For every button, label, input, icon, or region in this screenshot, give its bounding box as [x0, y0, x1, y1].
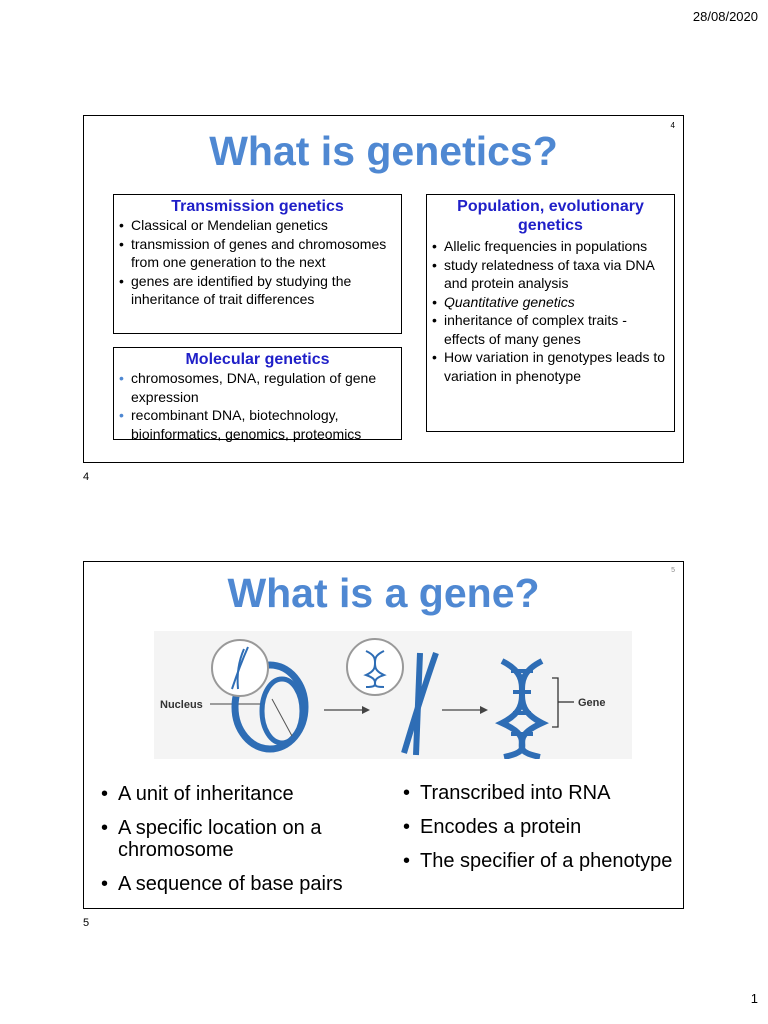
list-item: • Allelic frequencies in populations [431, 237, 670, 256]
list-item: • Transcribed into RNA [401, 782, 683, 804]
list-item: • Encodes a protein [401, 816, 683, 838]
list-item: • A specific location on a chromosome [99, 817, 389, 861]
page-number: 1 [750, 991, 758, 1006]
slide-number: 5 [671, 567, 675, 574]
list-item: • A sequence of base pairs [99, 873, 389, 895]
list-item: • The specifier of a phenotype [401, 850, 683, 872]
slide-title: What is a gene? [227, 570, 540, 616]
population-genetics-box [426, 194, 675, 432]
gene-label: Gene [578, 697, 606, 709]
box-title: Molecular genetics [185, 351, 330, 368]
list-item: • Quantitative genetics [431, 293, 670, 312]
gene-figure [154, 631, 632, 759]
list-item: • chromosomes, DNA, regulation of gene expression [118, 369, 397, 406]
list-item: • genes are identified by studying the inheritance of trait differences [118, 272, 397, 309]
slide-title: What is genetics? [209, 128, 558, 174]
list-item: • study relatedness of taxa via DNA and protein analysis [431, 256, 670, 293]
list-item: • Classical or Mendelian genetics [118, 216, 397, 235]
list-item: • A unit of inheritance [99, 783, 389, 805]
transmission-genetics-box [113, 194, 402, 334]
print-date: 28/08/2020 [692, 9, 758, 24]
slide-outer-number: 5 [83, 917, 90, 929]
slide-4 [83, 115, 684, 463]
list-item: • inheritance of complex traits - effects of many genes [431, 311, 670, 348]
list-item: • transmission of genes and chromosomes from one generation to the next [118, 235, 397, 272]
slide-5 [83, 561, 684, 909]
slide-number: 4 [670, 121, 675, 130]
list-item: • recombinant DNA, biotechnology, bioinformatics, genomics, proteomics [118, 406, 397, 443]
slide-outer-number: 4 [83, 471, 90, 483]
box-title: Transmission genetics [171, 198, 344, 215]
right-bullet-list [401, 782, 683, 884]
box-title: Population, evolutionary genetics [457, 198, 644, 234]
list-item: • How variation in genotypes leads to variation in phenotype [431, 348, 670, 385]
molecular-genetics-box [113, 347, 402, 440]
left-bullet-list [99, 783, 389, 907]
nucleus-label: Nucleus [160, 699, 203, 711]
